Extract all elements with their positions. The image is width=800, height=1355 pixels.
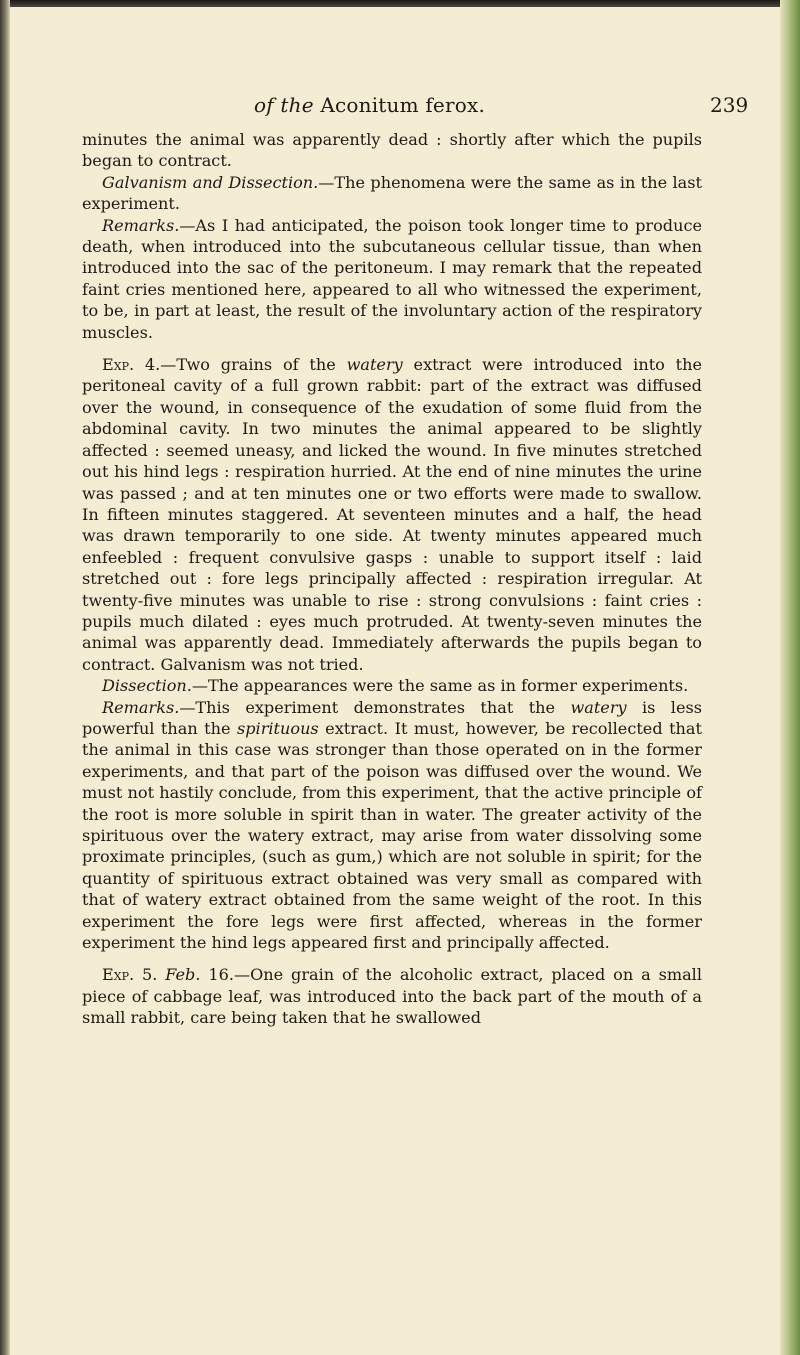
paragraph-exp-5	[82, 964, 702, 1028]
body-text	[82, 129, 702, 1029]
page-number: 239	[710, 93, 749, 117]
section-label: Galvanism and Dissection.	[102, 172, 319, 192]
running-head	[0, 93, 800, 119]
paragraph-text: —The phenomena were the same as in the last experiment.	[82, 172, 702, 214]
paragraph-continuation	[82, 129, 702, 172]
page-left-edge	[0, 0, 10, 1355]
date-label: Feb.	[165, 965, 201, 985]
paragraph-text: is less powerful than the	[82, 697, 702, 738]
experiment-label: Exp. 4.	[102, 355, 161, 375]
emphasis: spirituous	[237, 718, 319, 738]
paragraph-text: minutes the animal was apparently dead : shortly after which the pupils began to contract.	[82, 130, 702, 171]
section-label: Remarks.	[102, 697, 180, 717]
paragraph-text: —Two grains of the	[160, 355, 347, 375]
emphasis: watery	[570, 697, 627, 717]
experiment-label: Exp. 5.	[102, 965, 158, 985]
page-top-edge	[0, 0, 800, 7]
paragraph-text: extract. It must, however, be recollected that the animal in this case was stronger than those operated on in the former experiments, and that part of the poison was diffused over the wound. We must not hastily conclude, from this experiment, that the active principle of the root is more soluble in spirit than in water. The greater activity of the spirituous over the watery extract, may arise from water dissolving some proximate principles, (such as gum,) which are not soluble in spirit; for the quantity of spirituous extract obtained was very small as compared with that of watery extract obtained from the same weight of the root. In this experiment the fore legs were first affected, whereas in the former experiment the hind legs appeared first and principally affected.	[82, 718, 702, 953]
paragraph-text: extract were introduced into the peritoneal cavity of a full grown rabbit: part of the extract was diffused over the wound, in consequence of the exudation of some fluid from the abdominal cavity. In two minutes the animal appeared to be slightly affected : seemed uneasy, and licked the wound. In five minutes stretched out his hind legs : respiration hurried. At the end of nine minutes the urine was passed ; and at ten minutes one or two efforts were made to swallow. In fifteen minutes staggered. At seventeen minutes and a half, the head was drawn temporarily to one side. At twenty minutes appeared much enfeebled : frequent convulsive gasps : unable to support itself : laid stretched out : fore legs principally affected : respiration irregular. At twenty-five minutes was unable to rise : strong convulsions : faint cries : pupils much dilated : eyes much protruded. At twenty-seven minutes the animal was apparently dead. Immediately afterwards the pupils began to contract. Galvanism was not tried.	[82, 355, 703, 674]
paragraph-remarks-1	[82, 215, 702, 343]
paragraph-remarks-2	[82, 697, 702, 954]
paragraph-galvanism	[82, 172, 702, 215]
paragraph-text: 16.—One grain of the alcoholic extract, placed on a small piece of cabbage leaf, was introduced into the back part of the mouth of a small rabbit, care being taken that he swallowed	[82, 965, 702, 1028]
running-title-prefix: of the	[254, 93, 314, 117]
running-title	[254, 93, 485, 117]
page-right-edge	[780, 0, 800, 1355]
emphasis: watery	[346, 355, 403, 375]
paragraph-dissection	[82, 675, 702, 696]
section-label: Remarks.	[102, 215, 180, 235]
paragraph-text: —This experiment demonstrates that the	[179, 697, 571, 717]
running-title-name: Aconitum ferox.	[320, 93, 486, 117]
paragraph-exp-4	[82, 354, 702, 675]
paragraph-text: —The appearances were the same as in former experiments.	[191, 676, 689, 696]
paragraph-text: —As I had anticipated, the poison took longer time to produce death, when introduced into the subcutaneous cellular tissue, than when introduced into the sac of the peritoneum. I may remark that the repeated faint cries mentioned here, appeared to all who witnessed the experiment, to be, in part at least, the result of the involuntary action of the respiratory muscles.	[82, 215, 702, 342]
section-label: Dissection.	[102, 676, 192, 696]
